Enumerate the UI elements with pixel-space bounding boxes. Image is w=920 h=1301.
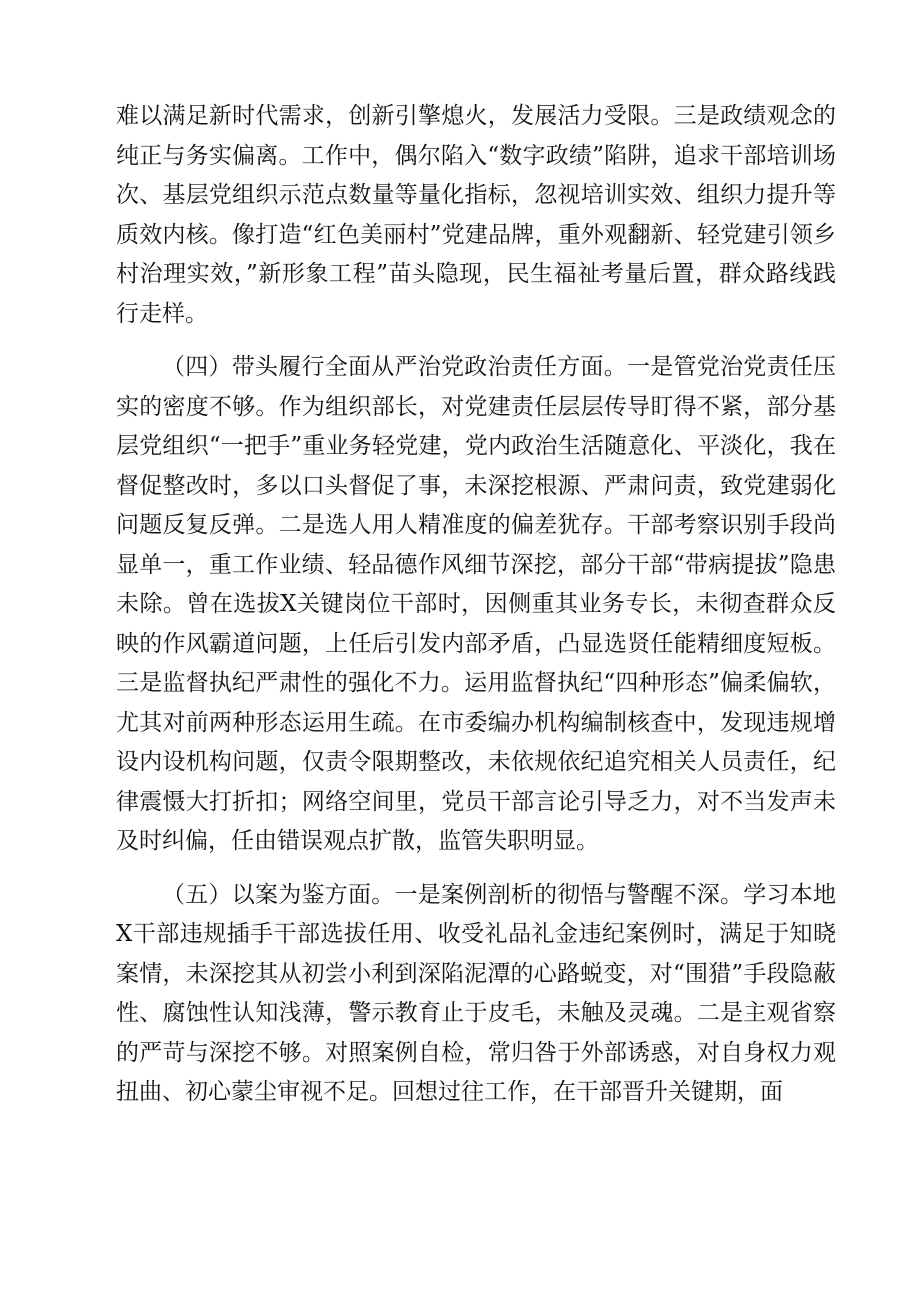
document-body	[116, 97, 836, 1127]
paragraph-section-five: （五）以案为鉴方面。一是案例剖析的彻悟与警醒不深。学习本地X干部违规插手干部选拔任用、收受礼品礼金违纪案例时，满足于知晓案情，未深挖其从初尝小利到深陷泥潭的心路蜕变，对“围猎”手段隐蔽性、腐蚀性认知浅薄，警示教育止于皮毛，未触及灵魂。二是主观省察的严苛与深挖不够。对照案例自检，常归咎于外部诱惑，对自身权力观扭曲、初心蒙尘审视不足。回想过往工作，在干部晋升关键期，面	[116, 881, 836, 1105]
paragraph-section-four: （四）带头履行全面从严治党政治责任方面。一是管党治党责任压实的密度不够。作为组织部长，对党建责任层层传导盯得不紧，部分基层党组织“一把手”重业务轻党建，党内政治生活随意化、平淡化，我在督促整改时，多以口头督促了事，未深挖根源、严肃问责，致党建弱化问题反复反弹。二是选人用人精准度的偏差犹存。干部考察识别手段尚显单一，重工作业绩、轻品德作风细节深挖，部分干部“带病提拔”隐患未除。曾在选拔X关键岗位干部时，因侧重其业务专长，未彻查群众反映的作风霸道问题，上任后引发内部矛盾，凸显选贤任能精细度短板。三是监督执纪严肃性的强化不力。运用监督执纪“四种形态”偏柔偏软，尤其对前两种形态运用生疏。在市委编办机构编制核查中，发现违规增设内设机构问题，仅责令限期整改，未依规依纪追究相关人员责任，纪律震慑大打折扣；网络空间里，党员干部言论引导乏力，对不当发声未及时纠偏，任由错误观点扩散，监管失职明显。	[116, 354, 836, 854]
paragraph-continued: 难以满足新时代需求，创新引擎熄火，发展活力受限。三是政绩观念的纯正与务实偏离。工作中，偶尔陷入“数字政绩”陷阱，追求干部培训场次、基层党组织示范点数量等量化指标，忽视培训实效、组织力提升等质效内核。像打造“红色美丽村”党建品牌，重外观翻新、轻党建引领乡村治理实效，”新形象工程”苗头隐现，民生福祉考量后置，群众路线践行走样。	[116, 103, 836, 327]
